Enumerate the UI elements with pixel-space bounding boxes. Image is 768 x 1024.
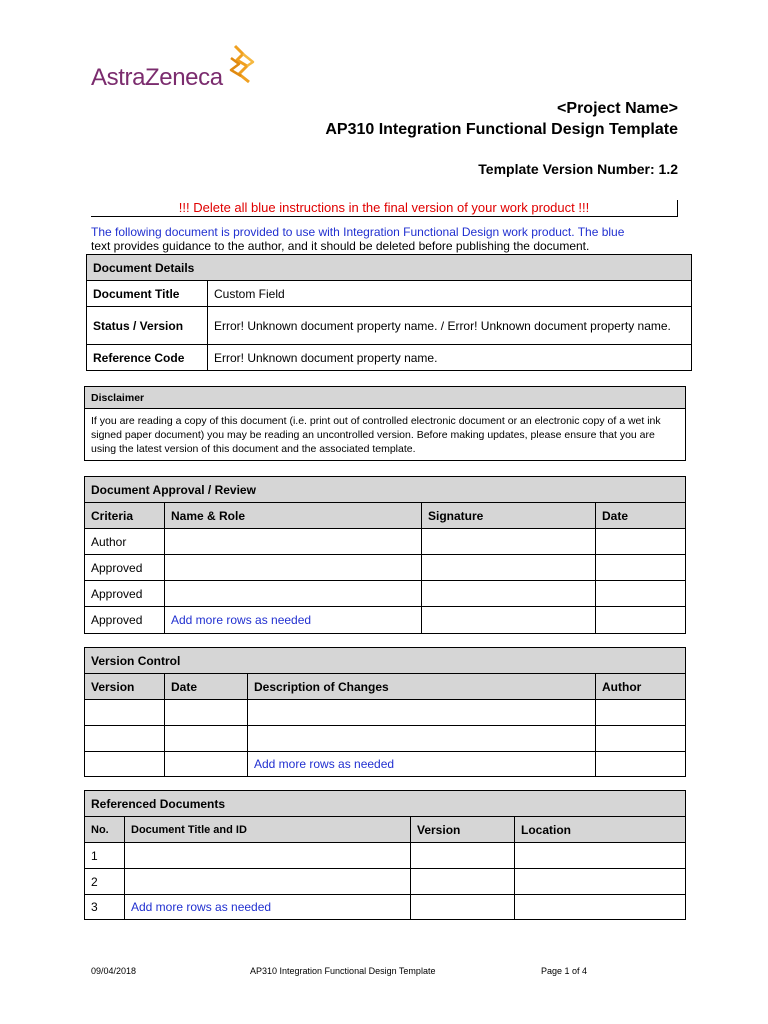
- table-row: [85, 895, 686, 920]
- footer-title: AP310 Integration Functional Design Template: [250, 966, 436, 976]
- table-cell: [165, 529, 422, 555]
- document-title-value: Custom Field: [208, 281, 692, 307]
- table-cell: [165, 700, 248, 726]
- table-cell: [411, 869, 515, 895]
- add-rows-instruction: Add more rows as needed: [125, 895, 411, 920]
- table-cell: 2: [85, 869, 125, 895]
- guidance-blue: The following document is provided to use with Integration Functional Design work product. The blue: [91, 225, 625, 239]
- add-rows-instruction: Add more rows as needed: [165, 607, 422, 634]
- column-header: No.: [85, 817, 125, 843]
- logo-mark-icon: [225, 44, 259, 84]
- project-name: <Project Name>: [557, 100, 678, 117]
- disclaimer-heading: Disclaimer: [85, 387, 686, 409]
- table-cell: [422, 607, 596, 634]
- table-cell: [422, 581, 596, 607]
- template-title: AP310 Integration Functional Design Template: [325, 121, 678, 138]
- table-row: [85, 843, 686, 869]
- table-row: [85, 752, 686, 777]
- table-cell: [596, 752, 686, 777]
- table-cell: [85, 726, 165, 752]
- table-row: [85, 555, 686, 581]
- referenced-documents-table: [84, 790, 686, 920]
- column-header: Signature: [422, 503, 596, 529]
- table-cell: [165, 555, 422, 581]
- table-cell: [422, 529, 596, 555]
- footer-date: 09/04/2018: [91, 966, 137, 976]
- table-cell: Author: [85, 529, 165, 555]
- version-control-table: [84, 647, 686, 777]
- table-cell: [596, 607, 686, 634]
- status-version-value: Error! Unknown document property name. / Error! Unknown document property name.: [208, 307, 692, 345]
- column-header: Date: [165, 674, 248, 700]
- table-cell: [596, 726, 686, 752]
- table-cell: [515, 895, 686, 920]
- table-cell: Approved: [85, 581, 165, 607]
- astrazeneca-logo: [91, 64, 223, 98]
- table-cell: [411, 843, 515, 869]
- referenced-documents-heading: Referenced Documents: [85, 791, 686, 817]
- column-header: Document Title and ID: [125, 817, 411, 843]
- footer-page-number: Page 1 of 4: [541, 966, 588, 976]
- table-cell: [422, 555, 596, 581]
- template-version: Template Version Number: 1.2: [478, 161, 678, 177]
- table-cell: [596, 529, 686, 555]
- table-cell: [85, 700, 165, 726]
- column-header: Version: [85, 674, 165, 700]
- disclaimer-table: [84, 386, 686, 461]
- table-cell: [515, 869, 686, 895]
- table-cell: [596, 700, 686, 726]
- table-cell: [248, 726, 596, 752]
- column-header: Version: [411, 817, 515, 843]
- column-header: Description of Changes: [248, 674, 596, 700]
- table-cell: [165, 581, 422, 607]
- table-row: [85, 726, 686, 752]
- reference-code-value: Error! Unknown document property name.: [208, 345, 692, 371]
- table-row: [85, 529, 686, 555]
- warning-banner: !!! Delete all blue instructions in the final version of your work product !!!: [91, 200, 678, 217]
- guidance-text: [91, 225, 691, 253]
- table-row: [85, 700, 686, 726]
- column-header: Location: [515, 817, 686, 843]
- version-control-heading: Version Control: [85, 648, 686, 674]
- disclaimer-text: If you are reading a copy of this document (i.e. print out of controlled electronic document or an electronic copy of a wet ink signed paper document) you may be reading an uncontrolled version. Before making updates, please ensure that you are using the latest version of this document and the associated template.: [85, 409, 686, 461]
- approval-heading: Document Approval / Review: [85, 477, 686, 503]
- table-cell: Approved: [85, 607, 165, 634]
- column-header: Date: [596, 503, 686, 529]
- logo-text: AstraZeneca: [91, 64, 223, 91]
- table-cell: [411, 895, 515, 920]
- document-details-heading: Document Details: [87, 255, 692, 281]
- table-cell: [248, 700, 596, 726]
- table-cell: 1: [85, 843, 125, 869]
- table-cell: [165, 726, 248, 752]
- table-row: [85, 581, 686, 607]
- table-cell: [515, 843, 686, 869]
- table-cell: [125, 843, 411, 869]
- table-cell: Approved: [85, 555, 165, 581]
- table-cell: [125, 869, 411, 895]
- row-label: Document Title: [87, 281, 208, 307]
- guidance-black: text provides guidance to the author, and it should be deleted before publishing the document.: [91, 239, 590, 253]
- column-header: Criteria: [85, 503, 165, 529]
- table-cell: [596, 581, 686, 607]
- table-row: [85, 607, 686, 634]
- table-row: [85, 869, 686, 895]
- column-header: Name & Role: [165, 503, 422, 529]
- table-cell: [596, 555, 686, 581]
- row-label: Reference Code: [87, 345, 208, 371]
- table-cell: [85, 752, 165, 777]
- table-cell: 3: [85, 895, 125, 920]
- column-header: Author: [596, 674, 686, 700]
- table-cell: [165, 752, 248, 777]
- add-rows-instruction: Add more rows as needed: [248, 752, 596, 777]
- row-label: Status / Version: [87, 307, 208, 345]
- document-details-table: [86, 254, 692, 371]
- approval-table: [84, 476, 686, 634]
